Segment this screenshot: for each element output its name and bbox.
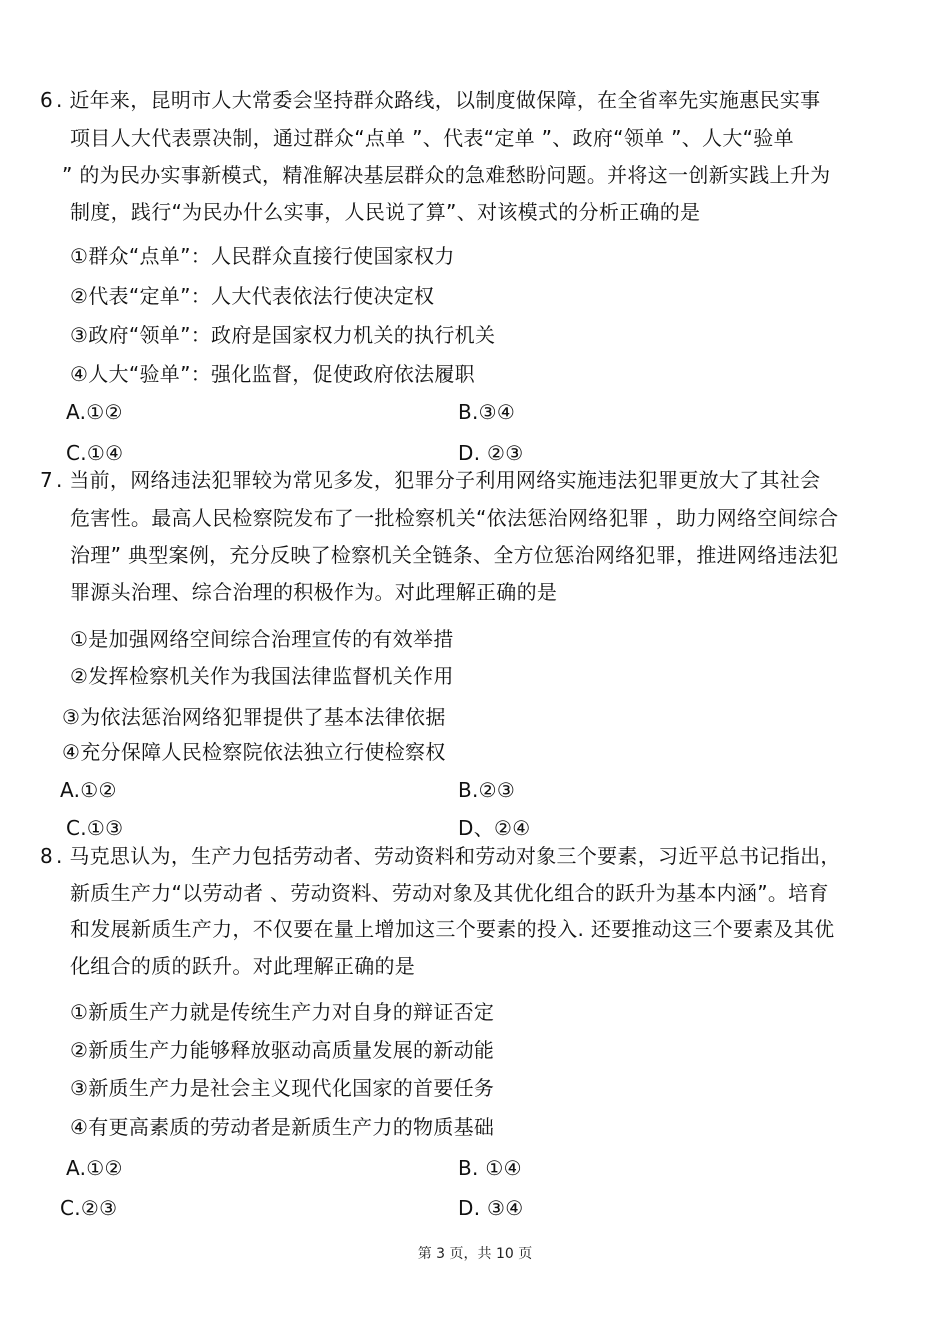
statement-option: ③政府“领单”：政府是国家权力机关的执行机关 (70, 323, 496, 347)
answer-choice-a: A.①② (66, 1156, 123, 1180)
question-stem-line: 化组合的质的跃升。对此理解正确的是 (70, 954, 416, 978)
answer-choice-d: D、②④ (458, 816, 531, 840)
question-stem-line: 危害性。最高人民检察院发布了一批检察机关“依法惩治网络犯罪 ，助力网络空间综合 (70, 506, 839, 530)
question-stem-line: . 近年来，昆明市人大常委会坚持群众路线，以制度做保障，在全省率先实施惠民实事 (56, 88, 821, 112)
question-stem-line: 治理” 典型案例，充分反映了检察机关全链条、全方位惩治网络犯罪，推进网络违法犯 (70, 543, 839, 567)
answer-choice-d: D. ③④ (458, 1196, 524, 1220)
page-footer: 第 3 页，共 10 页 (417, 1246, 533, 1262)
question-stem-line: ” 的为民办实事新模式，精准解决基层群众的急难愁盼问题。并将这一创新实践上升为 (62, 163, 831, 187)
answer-choice-c: C.①③ (66, 816, 124, 840)
statement-option: ③为依法惩治网络犯罪提供了基本法律依据 (62, 705, 446, 729)
question-stem-line: . 马克思认为，生产力包括劳动者、劳动资料和劳动对象三个要素，习近平总书记指出， (56, 844, 841, 868)
answer-choice-d: D. ②③ (458, 441, 524, 465)
statement-option: ②代表“定单”：人大代表依法行使决定权 (70, 284, 435, 308)
question-number: 8 (40, 844, 54, 868)
answer-choice-b: B.③④ (458, 400, 516, 424)
question-number: 6 (40, 88, 54, 112)
statement-option: ③新质生产力是社会主义现代化国家的首要任务 (70, 1076, 495, 1100)
statement-option: ②新质生产力能够释放驱动高质量发展的新动能 (70, 1038, 495, 1062)
answer-choice-b: B.②③ (458, 778, 516, 802)
statement-option: ①群众“点单”：人民群众直接行使国家权力 (70, 244, 455, 268)
answer-choice-a: A.①② (60, 778, 117, 802)
answer-choice-b: B. ①④ (458, 1156, 522, 1180)
statement-option: ④人大“验单”：强化监督，促使政府依法履职 (70, 362, 475, 386)
answer-choice-c: C.①④ (66, 441, 124, 465)
question-stem-line: 项目人大代表票决制，通过群众“点单 ”、代表“定单 ”、政府“领单 ”、人大“验单 (70, 126, 794, 150)
question-number: 7 (40, 468, 54, 492)
question-stem-line: 制度，践行“为民办什么实事，人民说了算”、对该模式的分析正确的是 (70, 200, 701, 224)
question-stem-line: . 当前，网络违法犯罪较为常见多发，犯罪分子利用网络实施违法犯罪更放大了其社会 (56, 468, 821, 492)
statement-option: ④有更高素质的劳动者是新质生产力的物质基础 (70, 1115, 495, 1139)
question-stem-line: 罪源头治理、综合治理的积极作为。对此理解正确的是 (70, 580, 558, 604)
statement-option: ①是加强网络空间综合治理宣传的有效举措 (70, 627, 454, 651)
answer-choice-a: A.①② (66, 400, 123, 424)
statement-option: ②发挥检察机关作为我国法律监督机关作用 (70, 664, 454, 688)
question-stem-line: 新质生产力“以劳动者 、劳动资料、劳动对象及其优化组合的跃升为基本内涵”。培育 (70, 881, 829, 905)
statement-option: ①新质生产力就是传统生产力对自身的辩证否定 (70, 1000, 495, 1024)
statement-option: ④充分保障人民检察院依法独立行使检察权 (62, 740, 446, 764)
question-stem-line: 和发展新质生产力，不仅要在量上增加这三个要素的投入. 还要推动这三个要素及其优 (70, 917, 835, 941)
answer-choice-c: C.②③ (60, 1196, 118, 1220)
